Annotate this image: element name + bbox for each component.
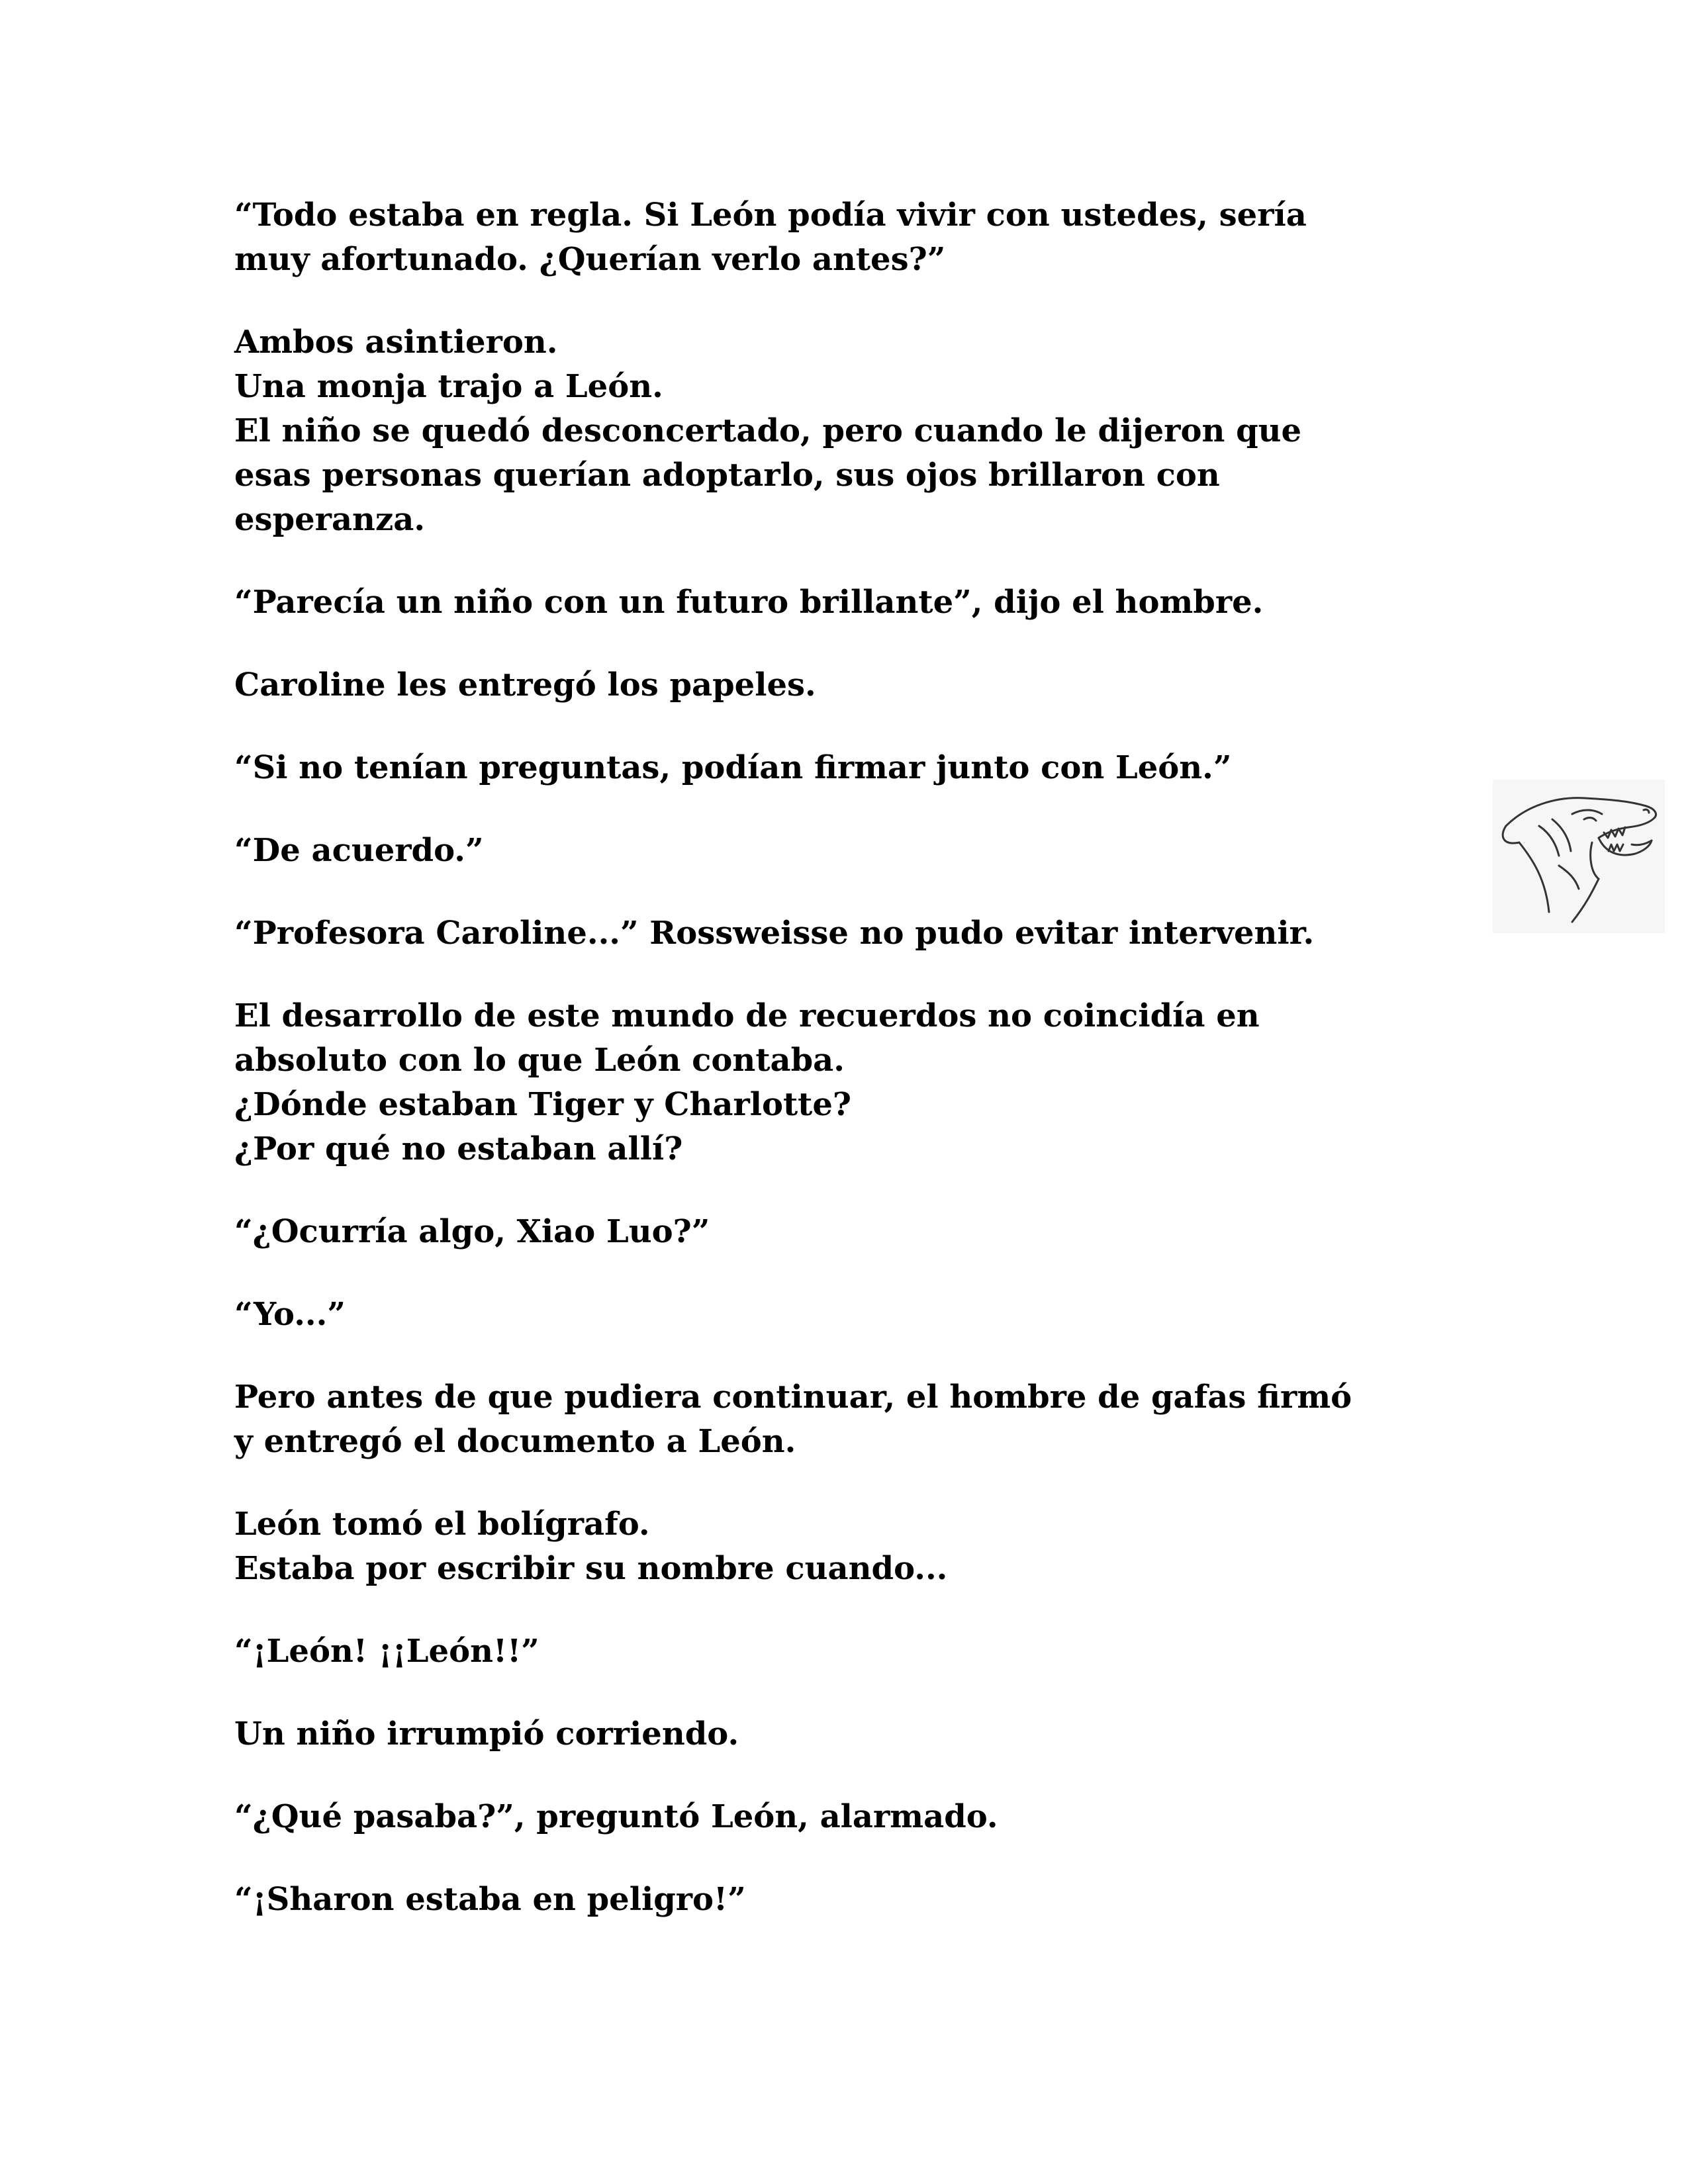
text-line: muy afortunado. ¿Querían verlo antes?” <box>234 241 946 278</box>
paragraph <box>234 911 1479 956</box>
paragraph <box>234 829 1479 873</box>
text-line: “¿Qué pasaba?”, preguntó León, alarmado. <box>234 1798 998 1835</box>
text-line: “De acuerdo.” <box>234 832 484 869</box>
paragraph <box>234 1878 1479 1922</box>
text-line: “Si no tenían preguntas, podían firmar junto con León.” <box>234 749 1232 786</box>
paragraph <box>234 1795 1479 1839</box>
paragraph <box>234 1712 1479 1756</box>
text-line: Ambos asintieron. <box>234 324 558 361</box>
paragraph <box>234 1502 1479 1591</box>
paragraph <box>234 1629 1479 1674</box>
text-line: León tomó el bolígrafo. <box>234 1506 650 1543</box>
text-line: Caroline les entregó los papeles. <box>234 666 816 704</box>
text-line: “Parecía un niño con un futuro brillante”, dijo el hombre. <box>234 584 1264 621</box>
paragraph <box>234 580 1479 625</box>
text-line: y entregó el documento a León. <box>234 1423 796 1460</box>
paragraph <box>234 320 1479 542</box>
text-line: “Todo estaba en regla. Si León podía vivir con ustedes, sería <box>234 197 1307 234</box>
text-line: Pero antes de que pudiera continuar, el hombre de gafas firmó <box>234 1379 1352 1416</box>
text-line: Estaba por escribir su nombre cuando... <box>234 1550 948 1587</box>
text-line: El niño se quedó desconcertado, pero cuando le dijeron que <box>234 412 1302 449</box>
text-line: esperanza. <box>234 501 426 538</box>
text-line: “Yo...” <box>234 1296 346 1333</box>
dinosaur-head-sketch-icon <box>1493 780 1665 933</box>
text-line: “Profesora Caroline...” Rossweisse no pudo evitar intervenir. <box>234 915 1315 952</box>
paragraph <box>234 1293 1479 1337</box>
text-line: ¿Por qué no estaban allí? <box>234 1130 683 1167</box>
text-line: esas personas querían adoptarlo, sus ojos brillaron con <box>234 457 1220 494</box>
text-line: ¿Dónde estaban Tiger y Charlotte? <box>234 1086 851 1123</box>
text-line: El desarrollo de este mundo de recuerdos no coincidía en <box>234 997 1260 1034</box>
paragraph <box>234 746 1479 790</box>
story-text <box>234 193 1479 1960</box>
paragraph <box>234 1375 1479 1464</box>
text-line: Una monja trajo a León. <box>234 368 663 405</box>
paragraph <box>234 663 1479 707</box>
text-line: “¡León! ¡¡León!!” <box>234 1633 539 1670</box>
text-line: “¡Sharon estaba en peligro!” <box>234 1881 746 1918</box>
text-line: “¿Ocurría algo, Xiao Luo?” <box>234 1213 710 1250</box>
text-line: absoluto con lo que León contaba. <box>234 1042 845 1079</box>
paragraph <box>234 994 1479 1171</box>
paragraph <box>234 193 1479 282</box>
text-line: Un niño irrumpió corriendo. <box>234 1715 739 1752</box>
paragraph <box>234 1210 1479 1254</box>
